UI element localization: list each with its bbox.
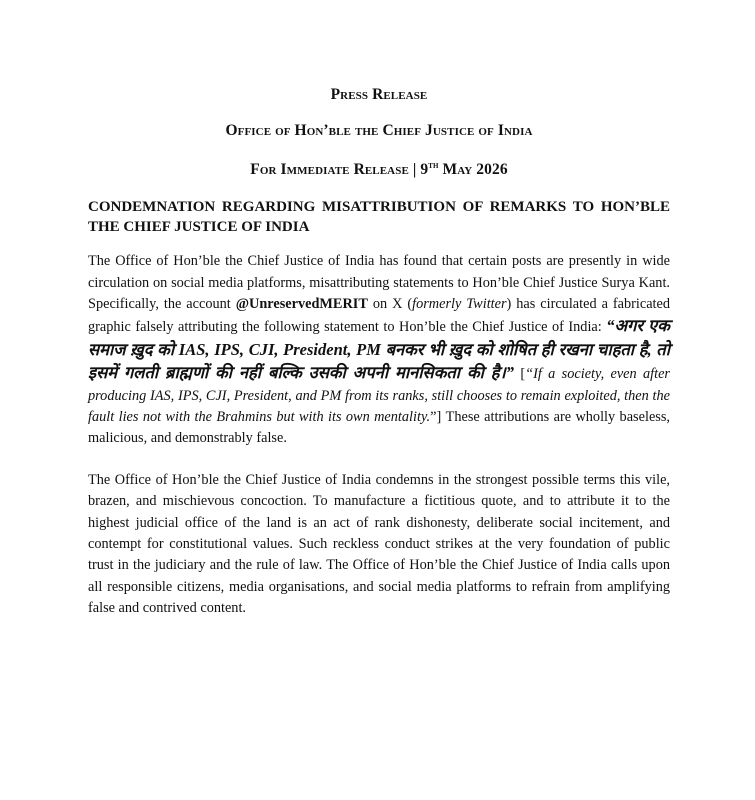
english-translation: “If a society, even after producing IAS, IPS, CJI, President, and PM from its ranks, still chooses to remain exploited, then the fault lies not with the Brahmins but with its own mentality. [88, 366, 670, 425]
platform-text: on X ( [367, 295, 413, 312]
paragraph-one-intro: The Office of Hon’ble the Chief Justice of India has found that certain posts are presently in wide circulation on social media platforms, misattributing statements to Hon’ble Chief Justice Surya Kant. Specifically, the account [88, 253, 670, 312]
platform-former-name: formerly Twitter [412, 295, 507, 312]
release-date-line [88, 160, 670, 179]
paragraph-two: The Office of Hon’ble the Chief Justice of India condemns in the strongest possible terms this vile, brazen, and mischievous concoction. To manufacture a fictitious quote, and to attribute it to the highest judicial office of the land is an act of rank dishonesty, deliberate social incitement, and contempt for constitutional values. Such reckless conduct strikes at the very foundation of public trust in the judiciary and the rule of law. The Office of Hon’ble the Chief Justice of India calls upon all responsible citizens, media organisations, and social media platforms to refrain from amplifying false and contrived content. [88, 471, 670, 617]
subject-heading: CONDEMNATION REGARDING MISATTRIBUTION OF REMARKS TO HON’BLE THE CHIEF JUSTICE OF INDIA [88, 199, 670, 236]
bracket-open: [ [514, 366, 526, 383]
press-release-body [88, 86, 670, 634]
hindi-quote: “अगर एक समाज ख़ुद को IAS, IPS, CJI, President, PM बनकर भी ख़ुद को शोषित ही रखना चाहता है, तो इसमें गलती ब्राह्मणों की नहीं बल्कि उसकी अपनी मानसिकता की है।” [88, 316, 670, 383]
account-handle: @UnreservedMERIT [235, 295, 368, 312]
paragraph-one-close: ”] These attributions are wholly baseless, malicious, and demonstrably false. [88, 409, 670, 447]
date-ordinal: th [428, 160, 439, 171]
issuing-office: Office of Hon’ble the Chief Justice of India [225, 122, 533, 139]
release-date: May 2026 [438, 161, 508, 179]
paragraph-one [88, 251, 670, 450]
release-label: For Immediate Release | 9 [250, 161, 429, 179]
press-release-title: Press Release [330, 86, 428, 103]
paragraph-one-middle: ) has circulated a fabricated graphic falsely attributing the following statement to Hon’ble the Chief Justice of India: [88, 295, 671, 336]
